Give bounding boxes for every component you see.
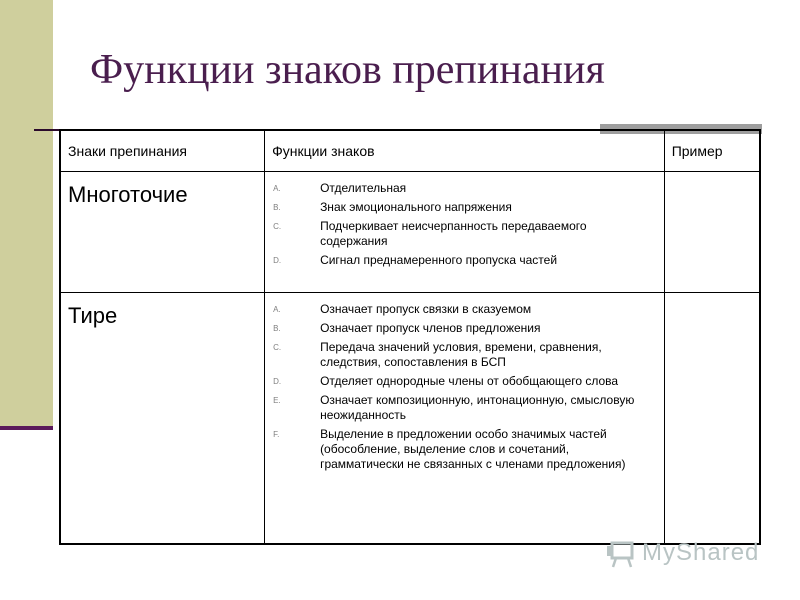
list-marker: A.: [273, 305, 281, 314]
list-item: [273, 321, 656, 336]
functions-list: [265, 172, 664, 268]
list-marker: E.: [273, 396, 281, 405]
functions-cell: [265, 172, 665, 293]
list-item-text: Подчеркивает неисчерпанность передаваемого содержания: [320, 219, 587, 248]
list-item-text: Сигнал преднамеренного пропуска частей: [320, 253, 558, 267]
list-marker: D.: [273, 377, 282, 386]
table-header-row: [60, 130, 760, 172]
list-item: [273, 200, 656, 215]
list-item: [273, 181, 656, 196]
table-row: [60, 172, 760, 293]
table-row: [60, 293, 760, 545]
watermark-text: MyShared: [642, 539, 760, 566]
list-item-text: Знак эмоционального напряжения: [320, 200, 512, 214]
example-cell: [664, 172, 760, 293]
functions-cell: [265, 293, 665, 545]
sign-name: Многоточие: [68, 182, 188, 207]
decorative-line-bottom: [0, 426, 53, 430]
list-item: [273, 393, 656, 423]
list-item: [273, 302, 656, 317]
list-marker: B.: [273, 324, 281, 333]
left-decorative-bar: [0, 0, 53, 428]
list-item: [273, 340, 656, 370]
list-marker: C.: [273, 343, 282, 352]
list-item-text: Отделительная: [320, 181, 407, 195]
sign-name: Тире: [68, 303, 118, 328]
list-item-text: Означает композиционную, интонационную, смысловую неожиданность: [320, 393, 635, 422]
header-signs: Знаки препинания: [60, 130, 265, 172]
list-item: [273, 253, 656, 268]
functions-list: [265, 293, 664, 472]
header-example: Пример: [664, 130, 760, 172]
list-item: [273, 427, 656, 472]
example-cell: [664, 293, 760, 545]
list-item-text: Означает пропуск членов предложения: [320, 321, 541, 335]
sign-cell: [60, 293, 265, 545]
list-item: [273, 219, 656, 249]
list-item: [273, 374, 656, 389]
header-functions: Функции знаков: [265, 130, 665, 172]
list-marker: D.: [273, 256, 282, 265]
list-item-text: Означает пропуск связки в сказуемом: [320, 302, 532, 316]
slide-title: Функции знаков препинания: [90, 47, 605, 93]
sign-cell: [60, 172, 265, 293]
list-marker: B.: [273, 203, 281, 212]
list-item-text: Отделяет однородные члены от обобщающего слова: [320, 374, 619, 388]
presentation-board-icon: [606, 540, 636, 568]
list-marker: F.: [273, 430, 280, 439]
list-item-text: Передача значений условия, времени, сравнения, следствия, сопоставления в БСП: [320, 340, 602, 369]
watermark: [606, 536, 776, 572]
list-marker: C.: [273, 222, 282, 231]
punctuation-table: [59, 129, 761, 545]
list-item-text: Выделение в предложении особо значимых частей (обособление, выделение слов и сочетаний, грамматически не связанных с членами предложения): [320, 427, 626, 471]
list-marker: A.: [273, 184, 281, 193]
